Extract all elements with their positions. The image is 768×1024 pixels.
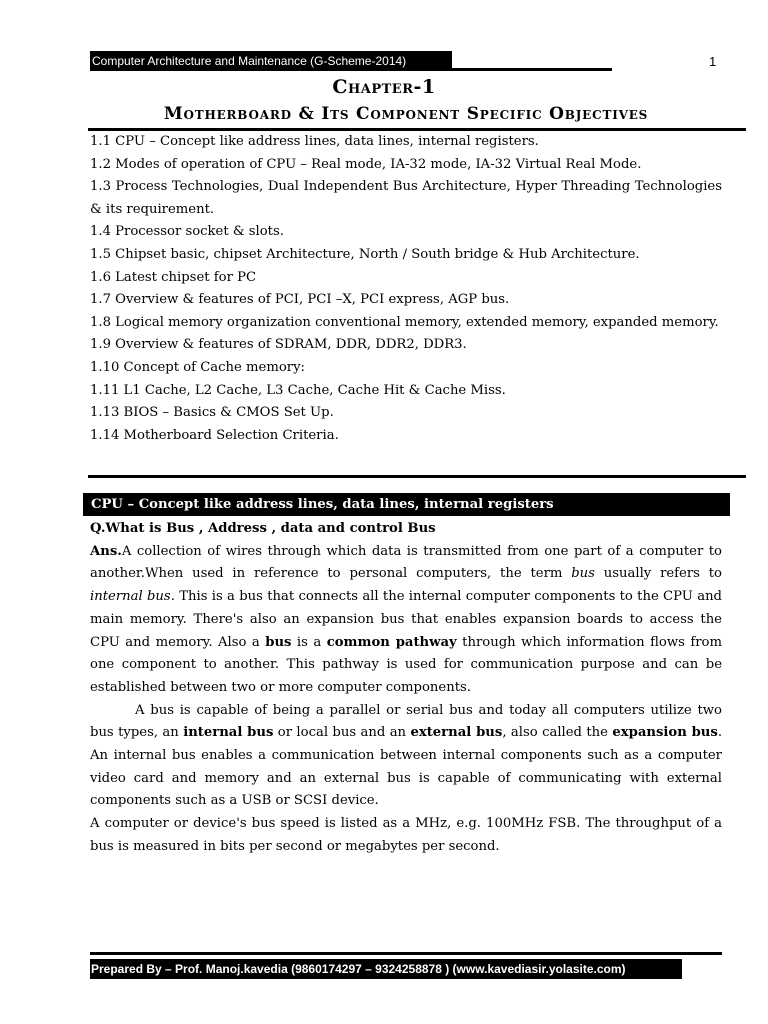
term-external-bus: external bus	[410, 725, 503, 741]
answer-label: Ans.	[90, 543, 122, 559]
objective-item: 1.8 Logical memory organization conventional memory, extended memory, expanded memory.	[90, 314, 719, 330]
section-heading: CPU – Concept like address lines, data lines, internal registers	[83, 493, 730, 516]
section-body	[90, 518, 722, 859]
paragraph-text: . An internal bus enables a communication between internal components such as a computer video card and memory and an external bus is capable of communicating with external components such as a USB or SCSI device.	[90, 725, 723, 809]
term-bus-bold: bus	[265, 634, 292, 650]
objective-item: 1.11 L1 Cache, L2 Cache, L3 Cache, Cache Hit & Cache Miss.	[90, 382, 506, 398]
paragraph-text: or local bus and an	[273, 725, 411, 741]
objective-item: 1.9 Overview & features of SDRAM, DDR, DDR2, DDR3.	[90, 337, 467, 353]
objective-item: 1.13 BIOS – Basics & CMOS Set Up.	[90, 405, 334, 421]
answer-paragraph	[90, 541, 722, 700]
objectives-bottom-rule	[88, 475, 746, 478]
answer-text: usually refers to	[594, 566, 722, 582]
term-bus: bus	[571, 566, 595, 582]
objective-item: 1.10 Concept of Cache memory:	[90, 359, 305, 375]
objective-item: 1.7 Overview & features of PCI, PCI –X, PCI express, AGP bus.	[90, 292, 510, 308]
answer-text: is a	[291, 634, 327, 650]
objective-item: 1.2 Modes of operation of CPU – Real mode, IA-32 mode, IA-32 Virtual Real Mode.	[90, 156, 642, 172]
answer-text: . This is a bus that connects all the internal computer components to the CPU and main memory. There's also an expansion bus that enables expansion boards to access the CPU and memory. Also a	[90, 589, 722, 650]
footer-credit: Prepared By – Prof. Manoj.kavedia (9860174297 – 9324258878 ) (www.kavediasir.yolasite.com)	[90, 959, 682, 979]
objective-item: 1.14 Motherboard Selection Criteria.	[90, 427, 339, 443]
chapter-subtitle: Motherboard & Its Component Specific Objectives	[163, 104, 649, 124]
term-internal-bus: internal bus	[90, 589, 171, 605]
paragraph-text: , also called the	[502, 725, 613, 741]
paragraph-text: A bus is capable of being a parallel or serial bus and today all computers utilize two bus types, an	[90, 702, 722, 741]
bus-types-paragraph	[90, 700, 722, 814]
chapter-title: Chapter-1	[332, 76, 436, 98]
objective-item: 1.1 CPU – Concept like address lines, data lines, internal registers.	[90, 134, 539, 149]
objective-item: 1.6 Latest chipset for PC	[90, 269, 257, 285]
question-heading: Q.What is Bus , Address , data and control Bus	[90, 521, 436, 536]
objective-item: 1.4 Processor socket & slots.	[90, 224, 284, 240]
answer-text: through which information flows from one component to another. This pathway is used for communication purpose and can be established between two or more computer components.	[90, 634, 722, 695]
term-common-pathway: common pathway	[326, 634, 457, 650]
page-number: 1	[709, 54, 717, 69]
objective-item: 1.3 Process Technologies, Dual Independent Bus Architecture, Hyper Threading Technologies & its requirement.	[90, 179, 722, 217]
header-rule	[90, 68, 612, 71]
running-header: Computer Architecture and Maintenance (G-Scheme-2014)	[90, 51, 452, 71]
bus-speed-paragraph: A computer or device's bus speed is listed as a MHz, e.g. 100MHz FSB. The throughput of a bus is measured in bits per second or megabytes per second.	[90, 816, 722, 854]
objectives-list	[90, 131, 722, 447]
objective-item: 1.5 Chipset basic, chipset Architecture, North / South bridge & Hub Architecture.	[90, 246, 640, 262]
answer-text: A collection of wires through which data is transmitted from one part of a computer to another.When used in reference to personal computers, the term	[90, 543, 722, 582]
footer-rule	[90, 952, 722, 955]
term-expansion-bus: expansion bus	[612, 725, 718, 741]
term-internal-bus-bold: internal bus	[183, 725, 274, 741]
